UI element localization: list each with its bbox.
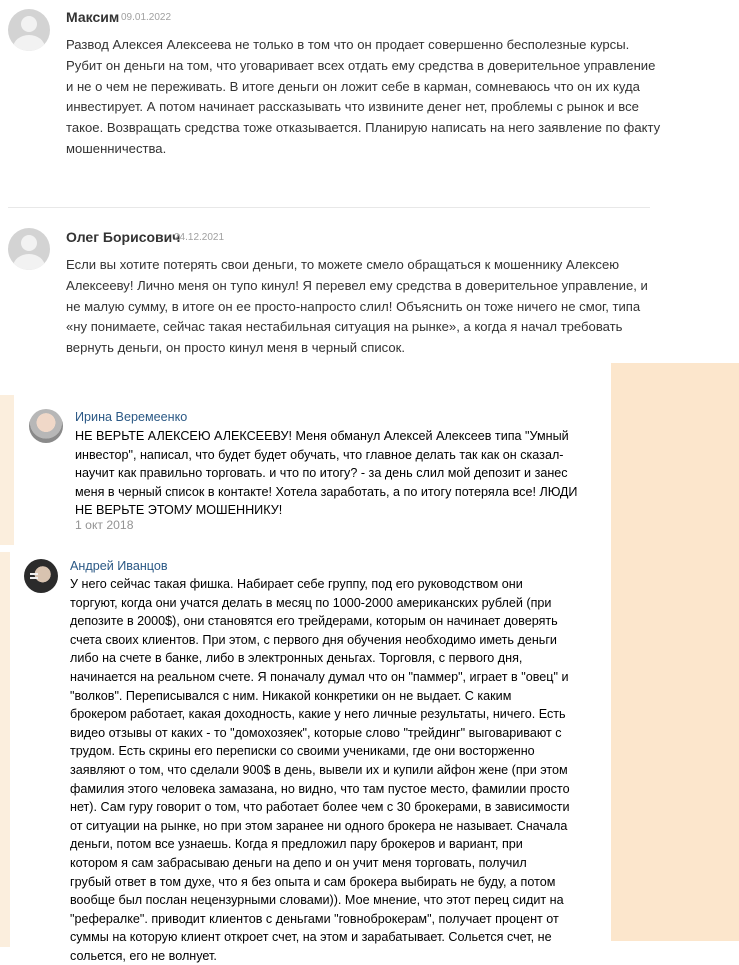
comment-text: Если вы хотите потерять свои деньги, то можете смело обращаться к мошеннику Алексею Алексееву! Лично меня он тупо кинул! Я перевел ему средства в доверительное управление, и не малую сумму, в итоге он ее просто-напросто слил! Объяснить он тоже ничего не смог, типа «ну понимаете, сейчас такая нестабильная ситуация на рынке», а когда я начал требовать вернуть деньги, он просто кинул меня в черный список. bbox=[66, 257, 648, 356]
avatar-placeholder-icon bbox=[21, 16, 37, 32]
comment-date: 09.01.2022 bbox=[121, 12, 172, 23]
comment-date: 24.12.2021 bbox=[174, 232, 225, 243]
avatar bbox=[8, 9, 50, 51]
quote-bar bbox=[0, 552, 10, 947]
comment-text: НЕ ВЕРЬТЕ АЛЕКСЕЮ АЛЕКСЕЕВУ! Меня обманул Алексей Алексеев типа "Умный инвестор", написал, что будет будет обучать, что главное делать так как он сказал- научит как правильно торговать. и что по итогу? - за день слил мой депозит и занес меня в черный список в контакте! Хотела заработать, а по итогу потеряла все! ЛЮДИ НЕ ВЕРЬТЕ ЭТОМУ МОШЕННИКУ! bbox=[75, 429, 578, 518]
comment-text: Развод Алексея Алексеева не только в том что он продает совершенно бесполезные курсы. Рубит он деньги на том, что уговаривает всех отдать ему средства в доверительное управление и не о чем не переживать. В итоге деньги он ложит себе в карман, сомневаюсь что он их куда инвестирует. А потом начинает рассказывать что извините денег нет, проблемы с рынок и все такое. Возвращать средства тоже отказывается. Планирую написать на него заявление по факту мошенничества. bbox=[66, 37, 661, 156]
background-panel bbox=[611, 363, 739, 941]
comment-author[interactable]: Олег Борисович bbox=[66, 229, 181, 245]
avatar bbox=[29, 409, 63, 443]
comment-author-link[interactable]: Андрей Иванцов bbox=[70, 559, 168, 573]
quote-bar bbox=[0, 395, 14, 545]
comment-author[interactable]: Максим bbox=[66, 9, 120, 25]
comment-date[interactable]: 1 окт 2018 bbox=[75, 518, 134, 532]
comment-divider bbox=[8, 207, 650, 208]
avatar-placeholder-icon bbox=[21, 235, 37, 251]
avatar bbox=[8, 228, 50, 270]
comment-author-link[interactable]: Ирина Веремеенко bbox=[75, 410, 188, 424]
avatar bbox=[24, 559, 58, 593]
comment-text: У него сейчас такая фишка. Набирает себе группу, под его руководством они торгуют, когда они учатся делать в месяц по 1000-2000 американских рублей (при депозите в 2000$), они становятся его трейдерами, которым он начинает доверять счета своих клиентов. При этом, с первого дня обучения необходимо иметь деньги либо на счете в банке, либо в электронных деньгах. Торговля, с первого дня, начинается на реальном счете. Я поначалу думал что он "паммер", играет в "овец" и "волков". Переписывался с ним. Никакой конкретики он не выдает. С каким брокером работает, какая доходность, какие у него личные результаты, ничего. Есть видео отзывы от каких - то "домохозяек", которые слово "трейдинг" выговаривают с трудом. Есть скрины его переписки со своими учениками, где они восторженно заявляют о том, что сделали 900$ в день, вывели их и купили айфон жене (при этом фамилия этого человека замазана, но видно, что там пустое место, фамилии просто нет). Сам гуру говорит о том, что работает более чем с 30 брокерами, в зависимости от ситуации на рынке, но при этом заранее ни одного брокера не называет. Сначала деньги, потом все узнаешь. Когда я предложил пару брокеров и вариант, при котором я сам забрасываю деньги на депо и он учит меня торговать, получил грубый ответ в том духе, что я без опыта и сам брокера выбирать не буду, а потом вообще был послан нецензурными словами)). Мое мнение, что этот перец сидит на "рефералке". приводит клиентов с деньгами "говноброкерам", получает процент от суммы на которую клиент откроет счет, на этом и зарабатывает. Сольется счет, не сольется, его не волнует. bbox=[70, 577, 570, 963]
